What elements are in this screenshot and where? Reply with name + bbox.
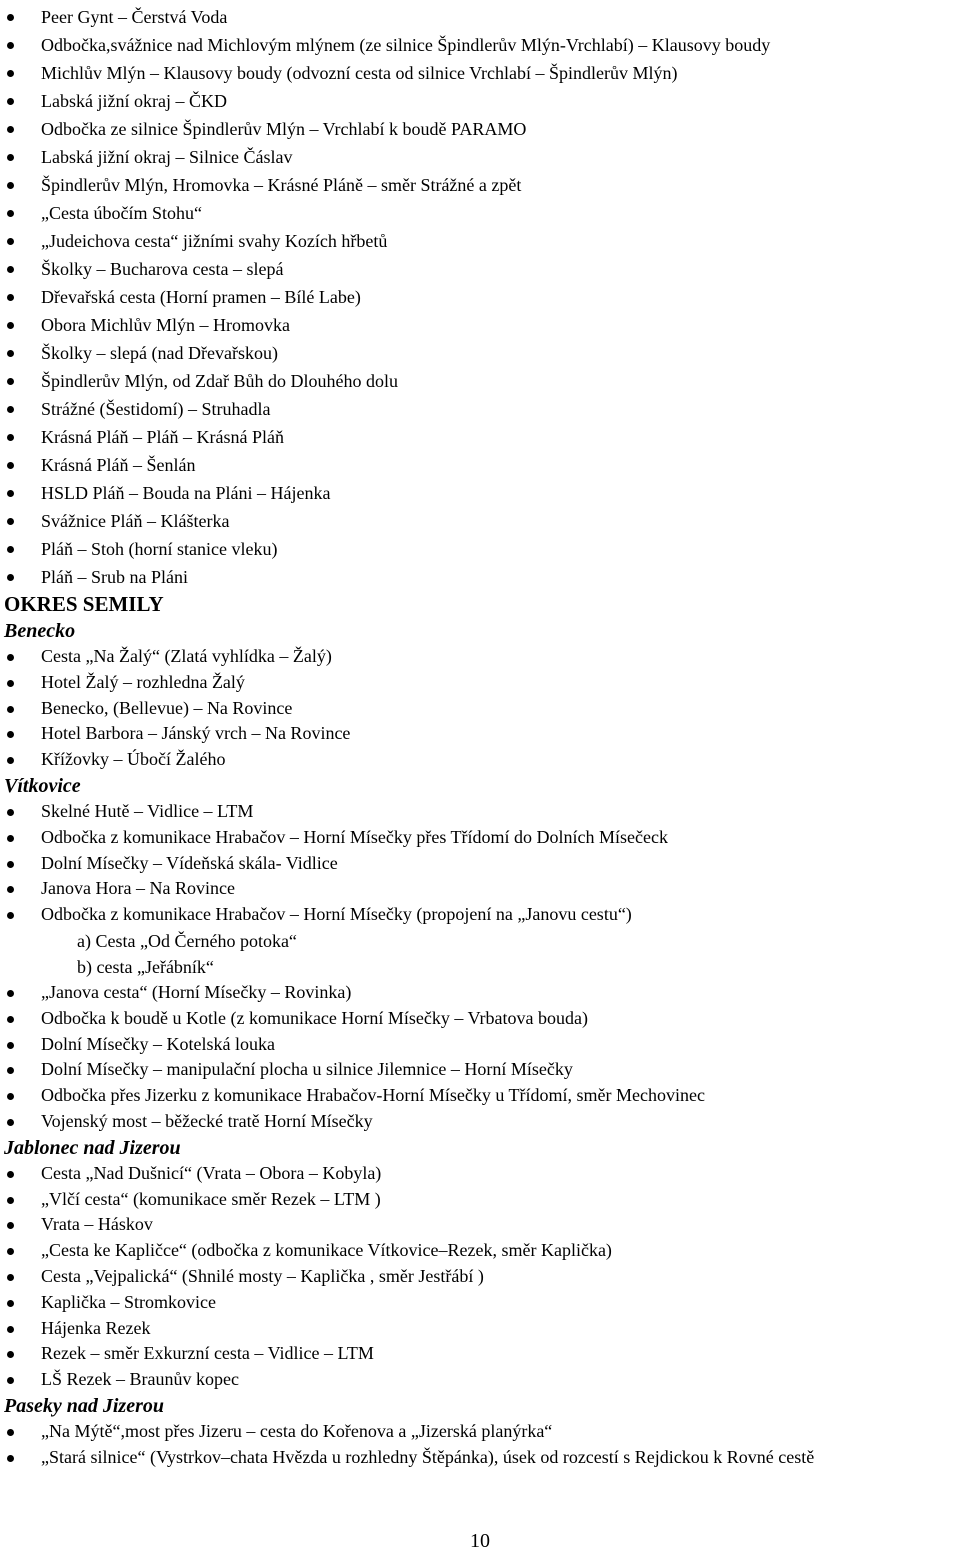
road-list-krkonose (0, 3, 960, 591)
list-item-text: Odbočka,svážnice nad Michlovým mlýnem (ze silnice Špindlerův Mlýn-Vrchlabí) – Klausovy boudy (41, 35, 771, 55)
list-item (0, 367, 960, 395)
list-item-text: Krásná Pláň – Pláň – Krásná Pláň (41, 427, 284, 447)
bullet-icon (7, 350, 14, 357)
list-item-text: LŠ Rezek – Braunův kopec (41, 1369, 239, 1390)
bullet-icon (7, 1042, 14, 1049)
bullet-icon (7, 1274, 14, 1281)
list-item-text: Skelné Hutě – Vidlice – LTM (41, 800, 254, 821)
list-item-text: „Judeichova cesta“ jižními svahy Kozích hřbetů (41, 231, 388, 251)
road-list-benecko (0, 644, 960, 773)
list-item-text: Pláň – Srub na Pláni (41, 567, 188, 587)
list-item (0, 1187, 960, 1213)
list-item (0, 395, 960, 423)
list-item-text: Odbočka přes Jizerku z komunikace Hrabačov-Horní Mísečky u Třídomí, směr Mechovinec (41, 1085, 705, 1106)
bullet-icon (7, 757, 14, 764)
bullet-icon (7, 1171, 14, 1178)
list-item (0, 1032, 960, 1058)
list-item (0, 1367, 960, 1393)
bullet-icon (7, 912, 14, 919)
bullet-icon (7, 1119, 14, 1126)
list-item-text: Obora Michlův Mlýn – Hromovka (41, 315, 290, 335)
list-item-text: Odbočka k boudě u Kotle (z komunikace Horní Mísečky – Vrbatova bouda) (41, 1007, 588, 1028)
list-item-text: Odbočka ze silnice Špindlerův Mlýn – Vrchlabí k boudě PARAMO (41, 119, 527, 139)
section-title-jablonec: Jablonec nad Jizerou (4, 1136, 181, 1159)
list-item (0, 255, 960, 283)
list-item (0, 1264, 960, 1290)
road-list-jablonec (0, 1161, 960, 1393)
list-item-text: Michlův Mlýn – Klausovy boudy (odvozní cesta od silnice Vrchlabí – Špindlerův Mlýn) (41, 63, 678, 83)
bullet-icon (7, 1197, 14, 1204)
list-item (0, 115, 960, 143)
document-page (0, 3, 960, 1471)
list-item (0, 311, 960, 339)
list-item-text: Dřevařská cesta (Horní pramen – Bílé Labe) (41, 287, 361, 307)
bullet-icon (7, 1093, 14, 1100)
list-item-text: „Janova cesta“ (Horní Mísečky – Rovinka) (41, 981, 352, 1002)
bullet-icon (7, 322, 14, 329)
list-item-text: Hotel Žalý – rozhledna Žalý (41, 671, 245, 692)
list-item (0, 1057, 960, 1083)
list-item (0, 143, 960, 171)
list-item-text: Janova Hora – Na Rovince (41, 878, 235, 899)
bullet-icon (7, 462, 14, 469)
bullet-icon (7, 434, 14, 441)
list-item (0, 851, 960, 877)
list-item (0, 644, 960, 670)
list-item (0, 670, 960, 696)
list-item-text: Školky – slepá (nad Dřevařskou) (41, 343, 278, 363)
list-item (0, 799, 960, 825)
district-heading: OKRES SEMILY (4, 592, 164, 616)
bullet-icon (7, 1067, 14, 1074)
list-item-text: Labská jižní okraj – Silnice Čáslav (41, 147, 293, 167)
list-item (0, 902, 960, 928)
list-item-text: Školky – Bucharova cesta – slepá (41, 259, 284, 279)
road-list-paseky (0, 1419, 960, 1471)
list-item-text: Strážné (Šestidomí) – Struhadla (41, 399, 271, 419)
list-item-text: „Cesta ke Kapličce“ (odbočka z komunikace Vítkovice–Rezek, směr Kaplička) (41, 1240, 612, 1261)
list-item (0, 747, 960, 773)
list-item-text: Křížovky – Úbočí Žalého (41, 749, 226, 770)
bullet-icon (7, 294, 14, 301)
section-title-vitkovice: Vítkovice (4, 774, 81, 797)
list-item-text: b) cesta „Jeřábník“ (77, 956, 214, 977)
list-item (0, 980, 960, 1006)
list-item-text: Pláň – Stoh (horní stanice vleku) (41, 539, 278, 559)
bullet-icon (7, 378, 14, 385)
bullet-icon (7, 70, 14, 77)
bullet-icon (7, 1222, 14, 1229)
bullet-icon (7, 154, 14, 161)
list-item-text: a) Cesta „Od Černého potoka“ (77, 930, 297, 951)
list-item-text: Odbočka z komunikace Hrabačov – Horní Mísečky (propojení na „Janovu cestu“) (41, 904, 632, 925)
list-item (0, 1316, 960, 1342)
list-item-text: Labská jižní okraj – ČKD (41, 91, 227, 111)
section-title-benecko: Benecko (4, 620, 76, 642)
list-item (0, 1083, 960, 1109)
bullet-icon (7, 886, 14, 893)
list-item-text: Peer Gynt – Čerstvá Voda (41, 7, 228, 27)
sub-list-item (0, 928, 960, 954)
bullet-icon (7, 574, 14, 581)
bullet-icon (7, 238, 14, 245)
bullet-icon (7, 861, 14, 868)
list-item-text: Špindlerův Mlýn, Hromovka – Krásné Pláně – směr Strážné a zpět (41, 175, 522, 195)
list-item (0, 59, 960, 87)
section-paseky (0, 1393, 960, 1471)
bullet-icon (7, 1016, 14, 1023)
list-item-text: Dolní Mísečky – Kotelská louka (41, 1033, 275, 1054)
bullet-icon (7, 546, 14, 553)
list-item (0, 1212, 960, 1238)
list-item-text: Odbočka z komunikace Hrabačov – Horní Mísečky přes Třídomí do Dolních Mísečeck (41, 826, 668, 847)
bullet-icon (7, 680, 14, 687)
bullet-icon (7, 1300, 14, 1307)
list-item-text: Krásná Pláň – Šenlán (41, 455, 196, 475)
list-item (0, 87, 960, 115)
list-item (0, 479, 960, 507)
bullet-icon (7, 266, 14, 273)
list-item-text: Vrata – Háskov (41, 1214, 153, 1235)
bullet-icon (7, 126, 14, 133)
list-item (0, 1109, 960, 1135)
list-item (0, 535, 960, 563)
bullet-icon (7, 406, 14, 413)
list-item (0, 1290, 960, 1316)
list-item-text: Rezek – směr Exkurzní cesta – Vidlice – LTM (41, 1343, 374, 1364)
list-item (0, 1238, 960, 1264)
bullet-icon (7, 182, 14, 189)
bullet-icon (7, 98, 14, 105)
list-item (0, 876, 960, 902)
list-item (0, 1419, 960, 1445)
bullet-icon (7, 706, 14, 713)
list-item (0, 451, 960, 479)
sub-list-item (0, 954, 960, 980)
bullet-icon (7, 1377, 14, 1384)
bullet-icon (7, 42, 14, 49)
list-item (0, 171, 960, 199)
list-item-text: Hájenka Rezek (41, 1317, 151, 1338)
list-item (0, 31, 960, 59)
bullet-icon (7, 518, 14, 525)
list-item (0, 1161, 960, 1187)
bullet-icon (7, 654, 14, 661)
list-item (0, 1341, 960, 1367)
bullet-icon (7, 14, 14, 21)
bullet-icon (7, 1455, 14, 1462)
list-item-text: Vojenský most – běžecké tratě Horní Mísečky (41, 1110, 373, 1131)
bullet-icon (7, 809, 14, 816)
list-item (0, 199, 960, 227)
list-item (0, 283, 960, 311)
bullet-icon (7, 1248, 14, 1255)
list-item (0, 423, 960, 451)
list-item-text: „Cesta úbočím Stohu“ (41, 203, 202, 223)
bullet-icon (7, 210, 14, 217)
list-item (0, 721, 960, 747)
list-item-text: Dolní Mísečky – manipulační plocha u silnice Jilemnice – Horní Mísečky (41, 1059, 573, 1080)
list-item-text: „Vlčí cesta“ (komunikace směr Rezek – LTM ) (41, 1188, 381, 1209)
list-item (0, 1445, 960, 1471)
list-item-text: Kaplička – Stromkovice (41, 1291, 216, 1312)
list-item (0, 507, 960, 535)
list-item-text: Cesta „Na Žalý“ (Zlatá vyhlídka – Žalý) (41, 646, 332, 666)
list-item-text: Dolní Mísečky – Vídeňská skála- Vidlice (41, 852, 338, 873)
list-item (0, 696, 960, 722)
bullet-icon (7, 490, 14, 497)
page-number: 10 (470, 1530, 490, 1552)
section-benecko (0, 618, 960, 773)
section-jablonec (0, 1135, 960, 1393)
section-vitkovice (0, 773, 960, 1135)
bullet-icon (7, 731, 14, 738)
list-item-text: Cesta „Nad Dušnicí“ (Vrata – Obora – Kobyla) (41, 1162, 382, 1183)
list-item-text: Cesta „Vejpalická“ (Shnilé mosty – Kaplička , směr Jestřábí ) (41, 1265, 484, 1286)
bullet-icon (7, 1326, 14, 1333)
road-list-vitkovice (0, 799, 960, 928)
section-title-paseky: Paseky nad Jizerou (4, 1394, 164, 1417)
list-item (0, 825, 960, 851)
list-item (0, 339, 960, 367)
list-item (0, 227, 960, 255)
list-item (0, 3, 960, 31)
bullet-icon (7, 1429, 14, 1436)
bullet-icon (7, 835, 14, 842)
list-item (0, 1006, 960, 1032)
list-item-text: Hotel Barbora – Jánský vrch – Na Rovince (41, 723, 351, 744)
list-item (0, 563, 960, 591)
bullet-icon (7, 990, 14, 997)
list-item-text: Špindlerův Mlýn, od Zdař Bůh do Dlouhého dolu (41, 371, 398, 391)
list-item-text: „Na Mýtě“,most přes Jizeru – cesta do Kořenova a „Jizerská planýrka“ (41, 1420, 553, 1441)
list-item-text: HSLD Pláň – Bouda na Pláni – Hájenka (41, 483, 331, 503)
road-list-vitkovice-continued (0, 980, 960, 1135)
road-sublist-vitkovice (0, 928, 960, 980)
list-item-text: „Stará silnice“ (Vystrkov–chata Hvězda u rozhledny Štěpánka), úsek od rozcestí s Rejdickou k Rovné cestě (41, 1446, 815, 1467)
list-item-text: Benecko, (Bellevue) – Na Rovince (41, 697, 293, 718)
bullet-icon (7, 1351, 14, 1358)
list-item-text: Svážnice Pláň – Klášterka (41, 511, 230, 531)
